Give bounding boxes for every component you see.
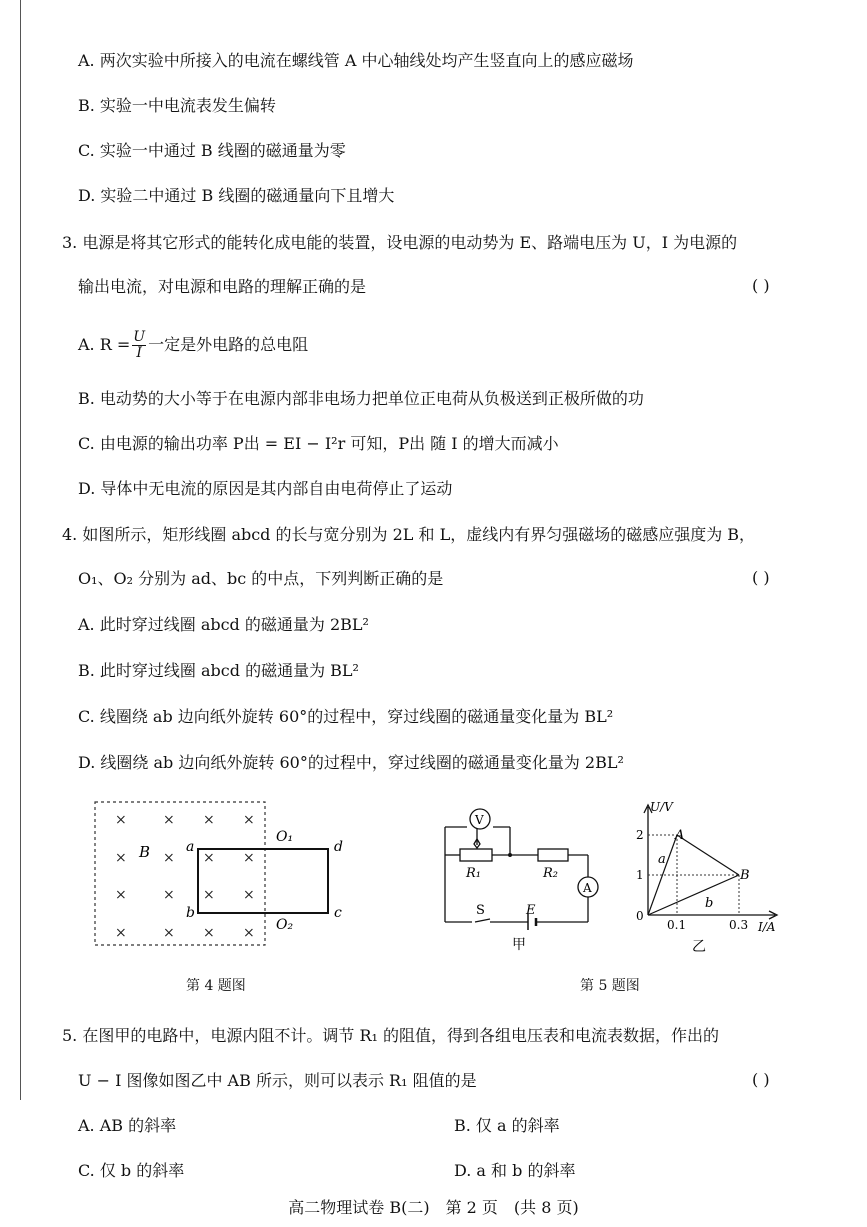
resistor-r1	[460, 849, 492, 861]
coil-abcd	[198, 849, 328, 913]
line-a-label: a	[658, 852, 666, 867]
q2-option-c: C. 实验一中通过 B 线圈的磁通量为零	[78, 141, 346, 160]
label-jia: 甲	[512, 937, 526, 953]
line-b-label: b	[705, 896, 714, 911]
label-switch-S: S	[476, 903, 485, 918]
cross-mark: ×	[243, 925, 255, 941]
q3-option-b: B. 电动势的大小等于在电源内部非电场力把单位正电荷从负极送到正极所做的功	[78, 389, 644, 408]
q5-option-d: D. a 和 b 的斜率	[454, 1161, 576, 1180]
q5-stem-line2: U − I 图像如图乙中 AB 所示，则可以表示 R₁ 阻值的是	[78, 1071, 477, 1090]
cross-mark: ×	[115, 850, 127, 866]
q4-option-c: C. 线圈绕 ab 边向纸外旋转 60°的过程中，穿过线圈的磁通量变化量为 BL²	[78, 707, 614, 726]
cross-mark: ×	[163, 887, 175, 903]
cross-mark: ×	[203, 887, 215, 903]
q5-stem-line1: 5. 在图甲的电路中，电源内阻不计。调节 R₁ 的阻值，得到各组电压表和电流表数据，作出的	[62, 1026, 719, 1045]
figure-5-graph	[630, 795, 790, 960]
margin-rule	[20, 0, 21, 1100]
q5-option-c: C. 仅 b 的斜率	[78, 1161, 185, 1180]
cross-mark: ×	[115, 812, 127, 828]
line-b	[648, 875, 739, 915]
q4-option-d: D. 线圈绕 ab 边向纸外旋转 60°的过程中，穿过线圈的磁通量变化量为 2BL²	[78, 753, 624, 772]
label-c: c	[334, 905, 342, 921]
label-a: a	[186, 839, 195, 855]
segment-AB	[677, 835, 739, 875]
q4-answer-paren: ( )	[752, 568, 770, 587]
label-d: d	[334, 839, 343, 855]
cross-mark: ×	[243, 812, 255, 828]
q5-option-a: A. AB 的斜率	[78, 1116, 177, 1135]
q2-option-d: D. 实验二中通过 B 线圈的磁通量向下且增大	[78, 186, 395, 205]
label-O1: O₁	[276, 829, 294, 845]
q3-stem-line1: 3. 电源是将其它形式的能转化成电能的装置，设电源的电动势为 E、路端电压为 U，I 为电源的	[62, 233, 738, 252]
figure-4-diagram	[85, 795, 355, 955]
q4-stem-line2: O₁、O₂ 分别为 ad、bc 的中点，下列判断正确的是	[78, 569, 444, 588]
label-field-B: B	[139, 843, 151, 861]
q4-option-a: A. 此时穿过线圈 abcd 的磁通量为 2BL²	[78, 615, 369, 634]
q5-answer-paren: ( )	[752, 1070, 770, 1089]
tick-0-1: 0.1	[667, 918, 687, 932]
q3-option-c: C. 由电源的输出功率 P出 = EI − I²r 可知，P出 随 I 的增大而减小	[78, 434, 559, 453]
q5-option-b: B. 仅 a 的斜率	[454, 1116, 560, 1135]
label-R2: R₂	[543, 866, 558, 881]
fraction-denominator: I	[136, 345, 142, 361]
q3-option-a-fraction	[132, 330, 146, 361]
q3-option-a-suffix: 一定是外电路的总电阻	[148, 335, 309, 354]
point-A-label: A	[675, 828, 685, 843]
label-R1: R₁	[466, 866, 481, 881]
junction-dot	[508, 853, 512, 857]
cross-mark: ×	[203, 812, 215, 828]
label-yi: 乙	[692, 939, 706, 955]
cross-mark: ×	[115, 887, 127, 903]
figure-5-caption: 第 5 题图	[580, 978, 640, 994]
cross-mark: ×	[243, 887, 255, 903]
point-B-label: B	[740, 868, 750, 883]
tick-1: 1	[636, 868, 644, 882]
cross-mark: ×	[243, 850, 255, 866]
label-O2: O₂	[276, 917, 294, 933]
figure-5-circuit	[430, 797, 610, 957]
figure-4-caption: 第 4 题图	[186, 978, 246, 994]
q4-option-b: B. 此时穿过线圈 abcd 的磁通量为 BL²	[78, 661, 359, 680]
q4-stem-line1: 4. 如图所示，矩形线圈 abcd 的长与宽分别为 2L 和 L，虚线内有界匀强磁场的磁感应强度为 B，	[62, 525, 756, 544]
cross-mark: ×	[163, 925, 175, 941]
q3-option-a-prefix: A. R =	[78, 335, 131, 354]
cross-mark: ×	[163, 812, 175, 828]
ammeter-label: A	[583, 881, 592, 895]
graph-guides	[648, 835, 739, 915]
q3-option-d: D. 导体中无电流的原因是其内部自由电荷停止了运动	[78, 479, 453, 498]
voltmeter-label: V	[475, 813, 484, 827]
axis-x-label: I/A	[758, 920, 776, 934]
q2-option-b: B. 实验一中电流表发生偏转	[78, 96, 276, 115]
fraction-numerator: U	[133, 329, 146, 345]
tick-2: 2	[636, 828, 644, 842]
resistor-r2	[538, 849, 568, 861]
cross-mark: ×	[115, 925, 127, 941]
cross-mark: ×	[203, 850, 215, 866]
q3-option-a	[78, 330, 308, 361]
label-battery-E: E	[526, 903, 536, 918]
label-b: b	[186, 905, 195, 921]
q3-answer-paren: ( )	[752, 276, 770, 295]
q2-option-a: A. 两次实验中所接入的电流在螺线管 A 中心轴线处均产生竖直向上的感应磁场	[78, 51, 634, 70]
cross-mark: ×	[163, 850, 175, 866]
tick-0: 0	[636, 909, 644, 923]
tick-0-3: 0.3	[729, 918, 749, 932]
field-crosses	[115, 812, 255, 941]
page-footer: 高二物理试卷 B(二) 第 2 页 (共 8 页)	[288, 1198, 579, 1217]
axis-y-label: U/V	[650, 800, 673, 814]
cross-mark: ×	[203, 925, 215, 941]
q3-stem-line2: 输出电流，对电源和电路的理解正确的是	[78, 277, 367, 296]
